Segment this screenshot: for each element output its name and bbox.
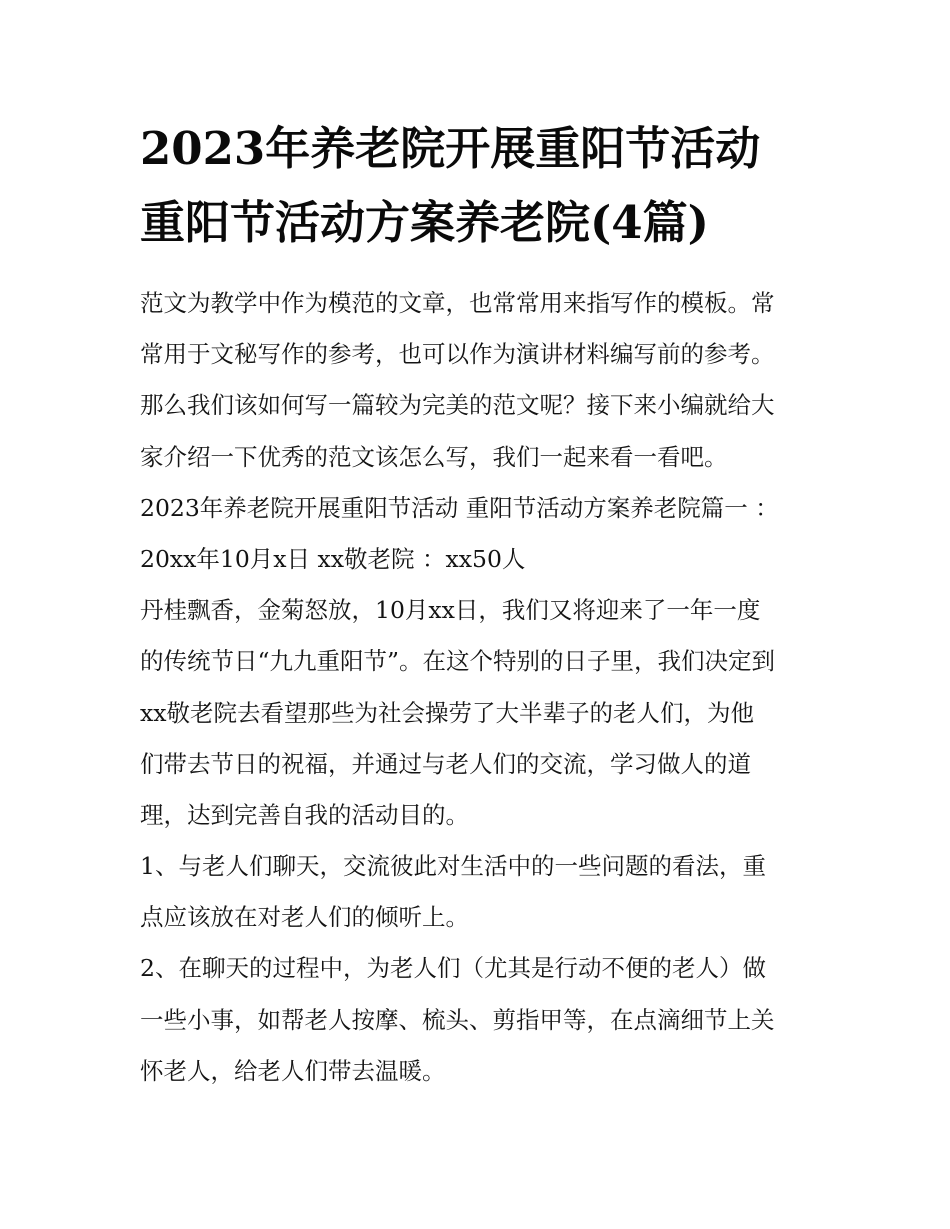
intro-line-1: 范文为教学中作为模范的文章，也常常用来指写作的模板。常 [140,289,775,317]
list-item-2-line-2: 一些小事，如帮老人按摩、梳头、剪指甲等，在点滴细节上关 [140,1005,775,1034]
paragraph-line-1: 丹桂飘香，金菊怒放，10月xx日，我们又将迎来了一年一度 [140,596,761,625]
paragraph-line-4: 们带去节日的祝福，并通过与老人们的交流，学习做人的道 [140,749,751,778]
list-item-1-line-2: 点应该放在对老人们的倾听上。 [140,903,469,932]
document-title [140,112,830,260]
title-line-2: 重阳节活动方案养老院(4篇) [140,196,709,249]
paragraph-line-5: 理，达到完善自我的活动目的。 [140,800,469,829]
paragraph-line-3: xx敬老院去看望那些为社会操劳了大半辈子的老人们，为他 [140,698,755,727]
section-heading-line: 2023年养老院开展重阳节活动 重阳节活动方案养老院篇一 ： [140,493,779,522]
intro-line-4: 家介绍一下优秀的范文该怎么写，我们一起来看一看吧。 [140,442,728,471]
event-info-line: 20xx年10月x日 xx敬老院 ：xx50人 [140,544,526,573]
intro-line-2: 常用于文秘写作的参考，也可以作为演讲材料编写前的参考。 [140,340,775,369]
list-item-2-line-1: 2、在聊天的过程中，为老人们（尤其是行动不便的老人）做 [140,954,766,983]
document-body [140,278,830,1097]
paragraph-line-2: 的传统节日“九九重阳节”。在这个特别的日子里，我们决定到 [140,647,776,676]
title-line-1: 2023年养老院开展重阳节活动 [140,122,761,175]
list-item-2-line-3: 怀老人，给老人们带去温暖。 [140,1056,446,1085]
intro-line-3: 那么我们该如何写一篇较为完美的范文呢？接下来小编就给大 [140,391,775,420]
list-item-1-line-1: 1、与老人们聊天，交流彼此对生活中的一些问题的看法，重 [140,852,766,881]
